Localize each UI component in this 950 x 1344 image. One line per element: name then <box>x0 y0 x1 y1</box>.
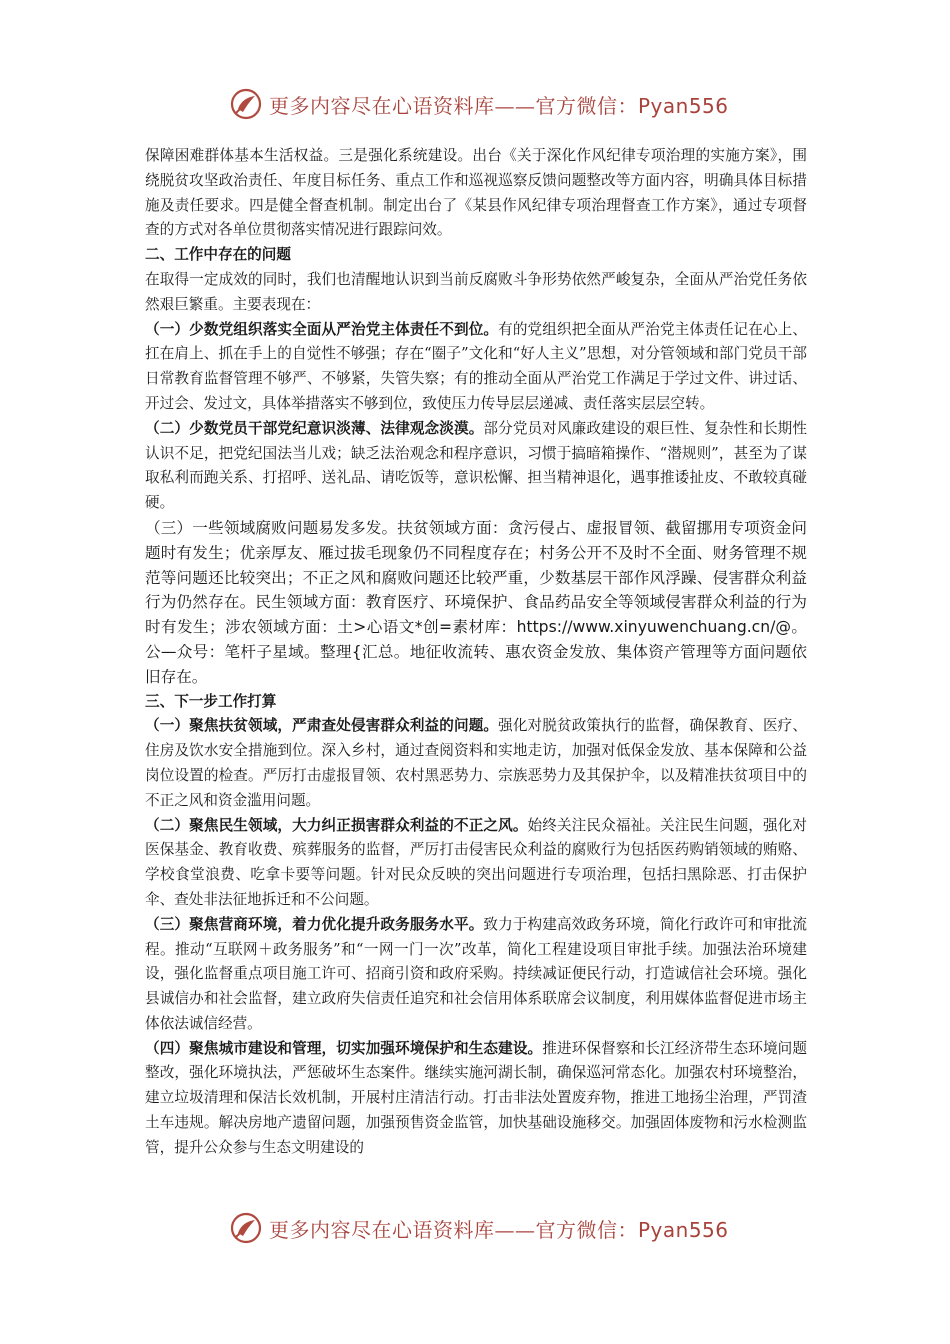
plan-item-1 <box>145 714 807 813</box>
brand-logo-icon <box>229 1211 263 1245</box>
section-heading-3: 三、下一步工作打算 <box>145 692 277 710</box>
problem-item-3-text: 扶贫领域方面：贪污侵占、虚报冒领、截留挪用专项资金问题时有发生；优亲厚友、雁过拔毛现象仍不同程度存在；村务公开不及时不全面、财务管理不规范等问题还比较突出；不正之风和腐败问题还比较严重，少数基层干部作风浮躁、侵害群众利益行为仍然存在。民生领域方面：教育医疗、环境保护、食品药品安全等领域侵害群众利益的行为时有发生；涉农领域方面：土>心语文*创=素材库：https://www.xinyuwenchuang.cn/@。公—众号：笔杆子星域。整理{汇总。地征收流转、惠农资金发放、集体资产管理等方面问题依旧存在。 <box>145 518 807 686</box>
plan-item-2 <box>145 814 807 913</box>
paragraph-2: 在取得一定成效的同时，我们也清醒地认识到当前反腐败斗争形势依然严峻复杂，全面从严治党任务依然艰巨繁重。主要表现在： <box>145 270 807 313</box>
problem-item-1-lead: （一）少数党组织落实全面从严治党主体责任不到位。 <box>145 320 499 338</box>
problem-item-3 <box>145 516 807 690</box>
plan-item-4-text: 推进环保督察和长江经济带生态环境问题整改，强化环境执法，严惩破坏生态案件。继续实施河湖长制，确保巡河常态化。加强农村环境整治，建立垃圾清理和保洁长效机制，开展村庄清洁行动。打击非法处置废弃物，推进工地扬尘治理，严罚渣土车违规。解决房地产遗留问题，加强预售资金监管，加快基础设施移交。加强固体废物和污水检测监管，提升公众参与生态文明建设的 <box>145 1039 807 1156</box>
document-body <box>145 144 807 1161</box>
problem-item-1 <box>145 318 807 417</box>
plan-item-4 <box>145 1037 807 1161</box>
plan-item-2-lead: （二）聚焦民生领域，大力纠正损害群众利益的不正之风。 <box>145 816 528 834</box>
problem-item-1-text: 有的党组织把全面从严治党主体责任记在心上、扛在肩上、抓在手上的自觉性不够强；存在“圈子”文化和“好人主义”思想，对分管领域和部门党员干部日常教育监督管理不够严、不够紧，失管失察；有的推动全面从严治党工作满足于学过文件、讲过话、开过会、发过文，具体举措落实不够到位，致使压力传导层层递减、责任落实层层空转。 <box>145 320 807 412</box>
paragraph-intro: 保障困难群体基本生活权益。三是强化系统建设。出台《关于深化作风纪律专项治理的实施方案》，围绕脱贫攻坚政治责任、年度目标任务、重点工作和巡视巡察反馈问题整改等方面内容，明确具体目标措施及责任要求。四是健全督查机制。制定出台了《某县作风纪律专项治理督查工作方案》，通过专项督查的方式对各单位贯彻落实情况进行跟踪问效。 <box>145 147 807 239</box>
problem-item-2-text: 部分党员对风廉政建设的艰巨性、复杂性和长期性认识不足，把党纪国法当儿戏；缺乏法治观念和程序意识，习惯于搞暗箱操作、“潜规则”，甚至为了谋取私利而跑关系、打招呼、送礼品、请吃饭等，意识松懈、担当精神退化，遇事推诿扯皮、不敢较真碰硬。 <box>145 419 807 512</box>
plan-item-3-text: 致力于构建高效政务环境，简化行政许可和审批流程。推动“互联网＋政务服务”和“一网一门一次”改革，简化工程建设项目审批手续。加强法治环境建设，强化监督重点项目施工许可、招商引资和政府采购。持续减证便民行动，打造诚信社会环境。强化县诚信办和社会监督，建立政府失信责任追究和社会信用体系联席会议制度，利用媒体监督促进市场主体依法诚信经营。 <box>145 915 807 1032</box>
problem-item-2-lead: （二）少数党员干部党纪意识淡薄、法律观念淡漠。 <box>145 419 484 437</box>
footer-watermark <box>0 1208 950 1248</box>
problem-item-3-lead: （三）一些领域腐败问题易发多发。 <box>145 518 398 537</box>
problem-item-2 <box>145 417 807 516</box>
watermark-text: 更多内容尽在心语资料库——官方微信：Pyan556 <box>269 93 729 118</box>
plan-item-1-text: 强化对脱贫政策执行的监督，确保教育、医疗、住房及饮水安全措施到位。深入乡村，通过查阅资料和实地走访，加强对低保金发放、基本保障和公益岗位设置的检查。严厉打击虚报冒领、农村黑恶势力、宗族恶势力及其保护伞，以及精准扶贫项目中的不正之风和资金滥用问题。 <box>145 717 807 809</box>
plan-item-1-lead: （一）聚焦扶贫领域，严肃查处侵害群众利益的问题。 <box>145 717 499 735</box>
plan-item-2-text: 始终关注民众福祉。关注民生问题，强化对医保基金、教育收费、殡葬服务的监督，严厉打击侵害民众利益的腐败行为包括医药购销领域的贿赂、学校食堂浪费、吃拿卡要等问题。针对民众反映的突出问题进行专项治理，包括扫黑除恶、打击保护伞、查处非法征地拆迁和不公问题。 <box>145 816 807 908</box>
section-heading-2: 二、工作中存在的问题 <box>145 246 291 264</box>
plan-item-3-lead: （三）聚焦营商环境，着力优化提升政务服务水平。 <box>145 915 484 933</box>
brand-logo-icon <box>229 87 263 121</box>
plan-item-4-lead: （四）聚焦城市建设和管理，切实加强环境保护和生态建设。 <box>145 1039 543 1057</box>
watermark-text: 更多内容尽在心语资料库——官方微信：Pyan556 <box>269 1217 729 1242</box>
header-watermark <box>0 84 950 124</box>
plan-item-3 <box>145 913 807 1037</box>
